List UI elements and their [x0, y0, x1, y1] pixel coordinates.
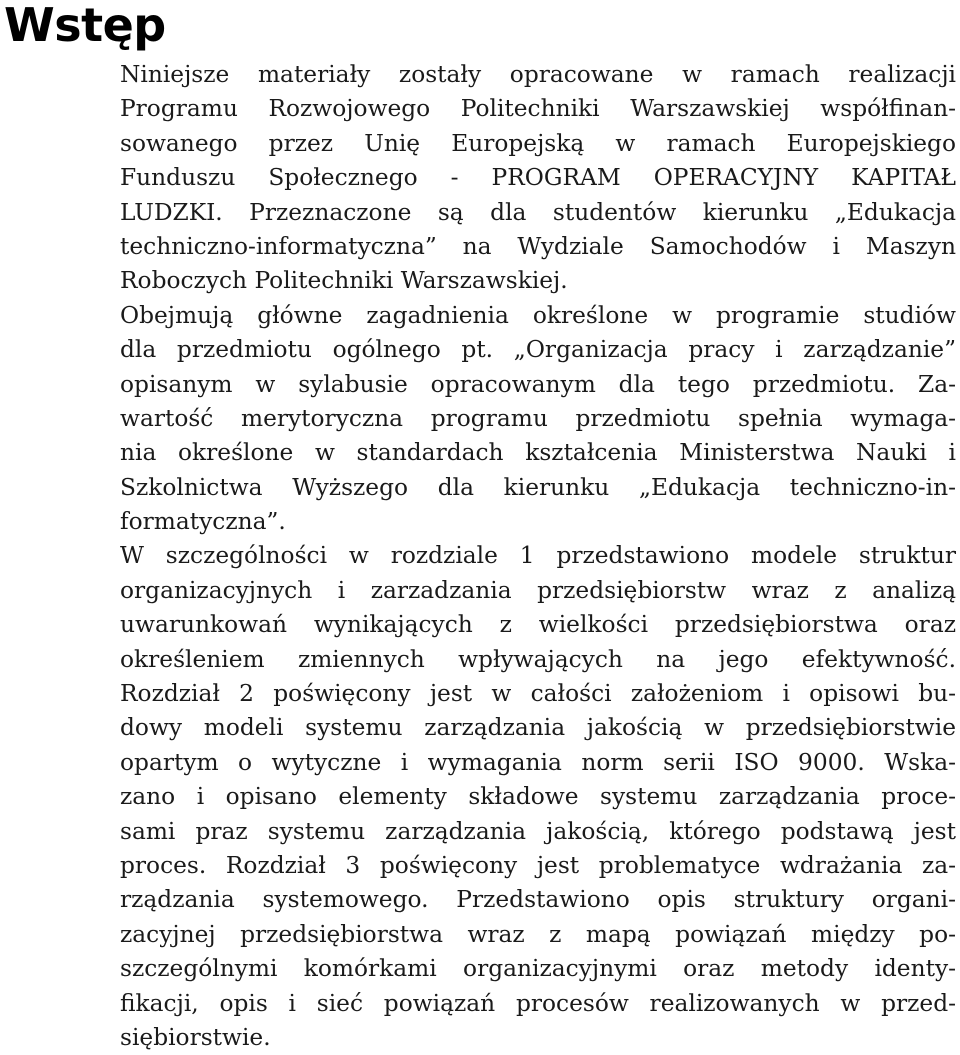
- text-line: Obejmują główne zagadnienia określone w programie studiów: [120, 301, 956, 329]
- text-line: W szczególności w rozdziale 1 przedstawiono modele struktur: [120, 542, 956, 570]
- text-line: uwarunkowań wynikających z wielkości przedsiębiorstwa oraz: [120, 611, 956, 639]
- text-line: Niniejsze materiały zostały opracowane w ramach realizacji: [120, 61, 956, 88]
- text-line: nia określone w standardach kształcenia Ministerstwa Nauki i: [120, 439, 956, 467]
- text-line: Programu Rozwojowego Politechniki Warszawskiej współfinan-: [120, 95, 956, 123]
- text-line: techniczno-informatyczna” na Wydziale Samochodów i Maszyn: [120, 232, 956, 260]
- text-line: szczególnymi komórkami organizacyjnymi oraz metody identy-: [120, 955, 956, 983]
- text-line: dla przedmiotu ogólnego pt. „Organizacja pracy i zarządzanie”: [120, 336, 956, 364]
- text-line: Szkolnictwa Wyższego dla kierunku „Edukacja techniczno-in-: [120, 473, 956, 501]
- text-line: sami praz systemu zarządzania jakością, którego podstawą jest: [120, 817, 956, 845]
- text-line: organizacyjnych i zarzadzania przedsiębiorstw wraz z analizą: [120, 576, 956, 604]
- text-line: wartość merytoryczna programu przedmiotu spełnia wymaga-: [120, 404, 956, 432]
- text-line: zano i opisano elementy składowe systemu zarządzania proce-: [120, 783, 956, 811]
- text-line: Roboczych Politechniki Warszawskiej.: [120, 267, 568, 295]
- text-line: LUDZKI. Przeznaczone są dla studentów kierunku „Edukacja: [120, 198, 956, 226]
- section-heading: Wstęp: [4, 0, 166, 52]
- text-line: rządzania systemowego. Przedstawiono opis struktury organi-: [120, 886, 956, 914]
- body-text: [120, 58, 956, 1055]
- text-line: siębiorstwie.: [120, 1023, 271, 1051]
- text-line: formatyczna”.: [120, 508, 286, 536]
- text-line: Rozdział 2 poświęcony jest w całości założeniom i opisowi bu-: [120, 680, 956, 708]
- text-line: sowanego przez Unię Europejską w ramach Europejskiego: [120, 129, 956, 157]
- text-line: zacyjnej przedsiębiorstwa wraz z mapą powiązań między po-: [120, 920, 956, 948]
- text-line: fikacji, opis i sieć powiązań procesów realizowanych w przed-: [120, 989, 956, 1017]
- text-line: proces. Rozdział 3 poświęcony jest problematyce wdrażania za-: [120, 851, 956, 879]
- text-line: Funduszu Społecznego - PROGRAM OPERACYJNY KAPITAŁ: [120, 164, 956, 192]
- text-line: dowy modeli systemu zarządzania jakością w przedsiębiorstwie: [120, 714, 956, 742]
- text-line: określeniem zmiennych wpływających na jego efektywność.: [120, 645, 956, 673]
- text-line: opartym o wytyczne i wymagania norm serii ISO 9000. Wska-: [120, 748, 956, 776]
- text-line: opisanym w sylabusie opracowanym dla tego przedmiotu. Za-: [120, 370, 956, 398]
